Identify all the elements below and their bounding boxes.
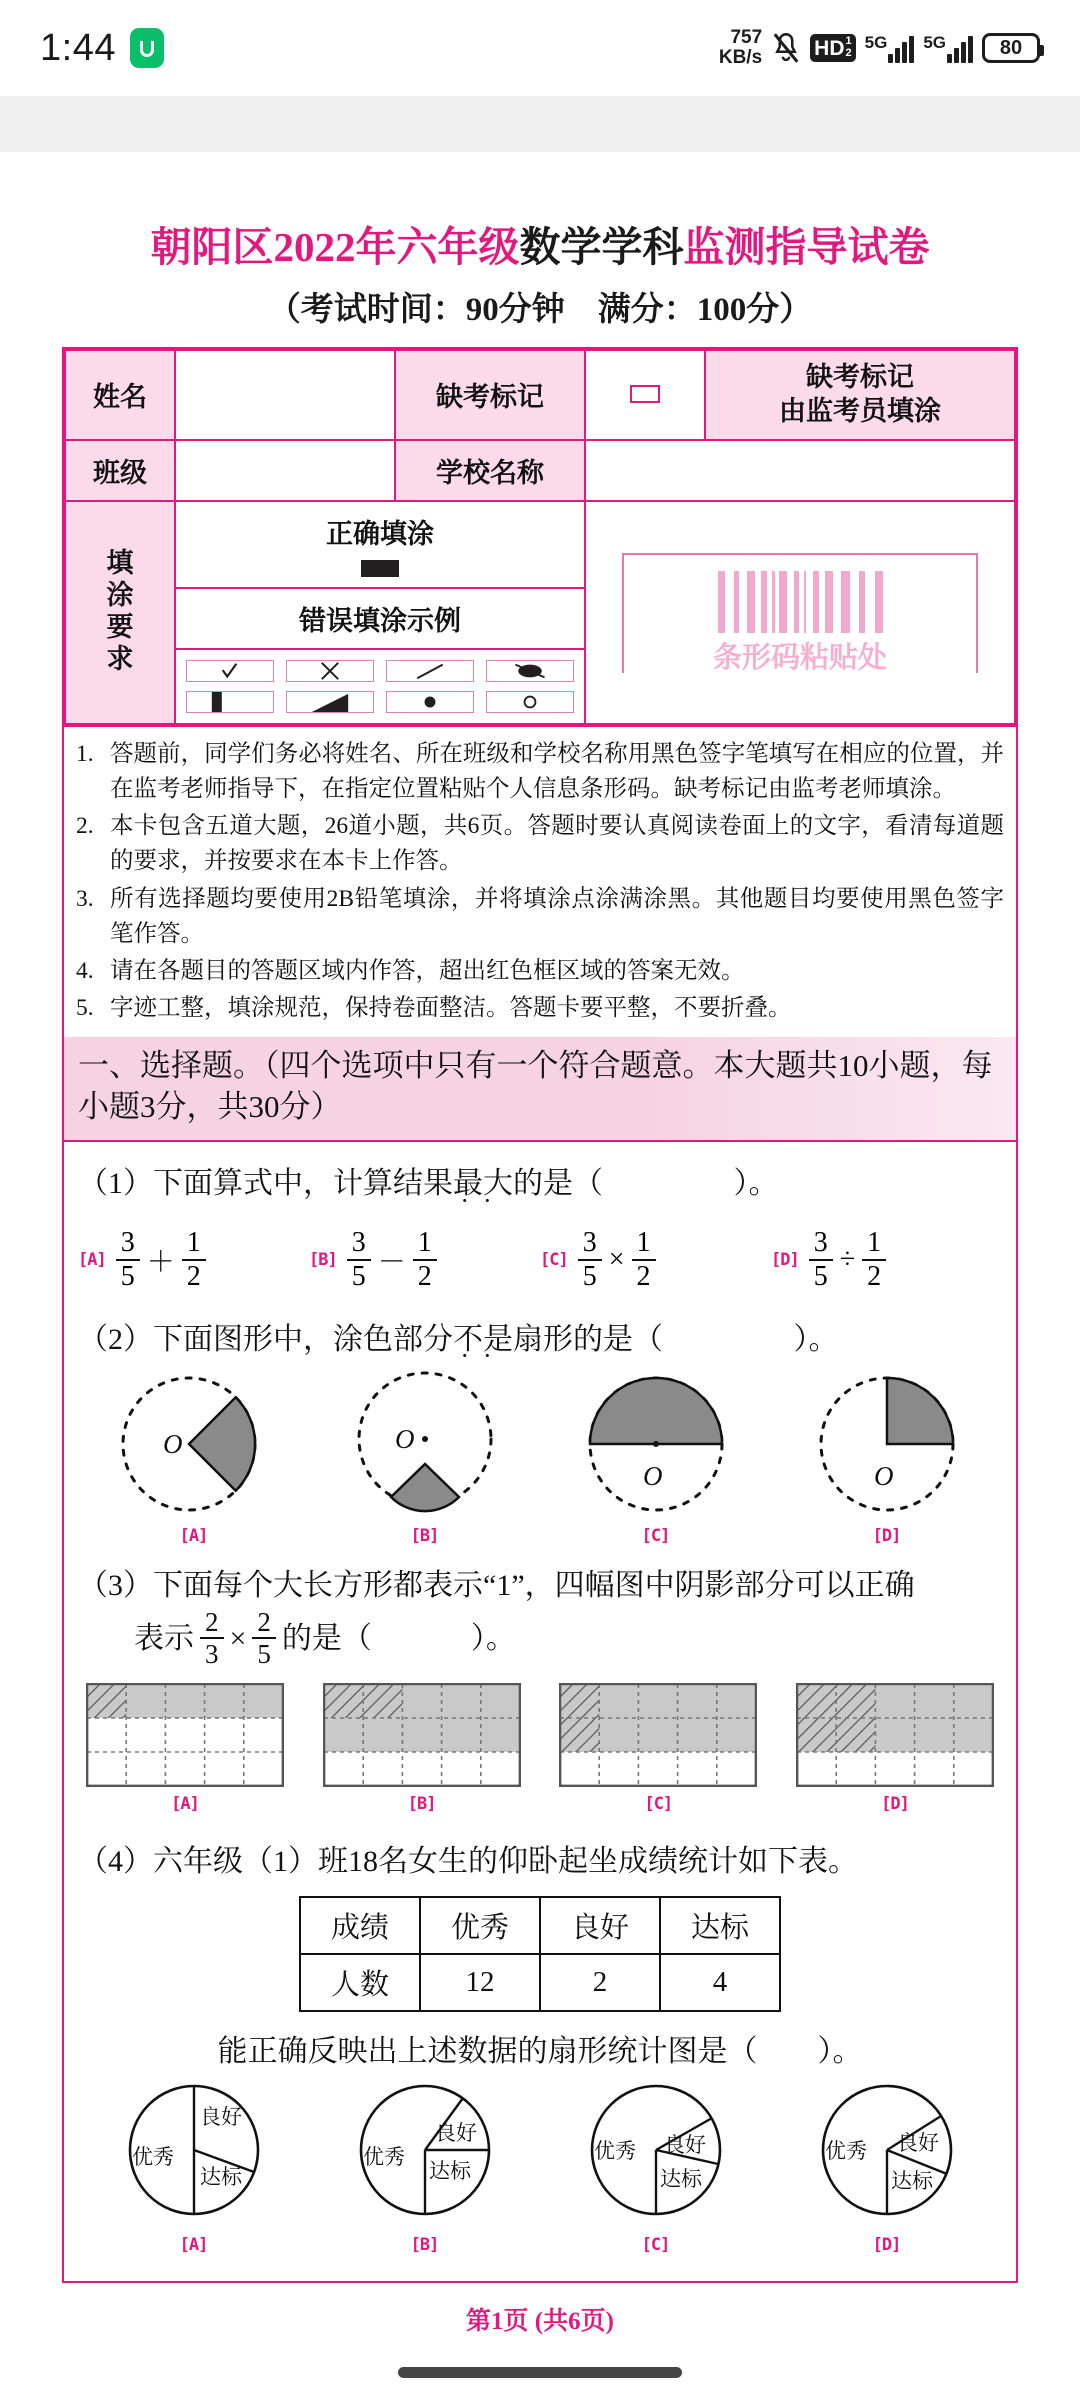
miui-mi-icon: [130, 28, 164, 68]
name-label: 姓名: [65, 350, 175, 440]
stat-header-cell: 优秀: [420, 1897, 540, 1954]
network-speed-unit: KB/s: [718, 47, 763, 68]
option-c-tag: [C]: [641, 2234, 670, 2255]
absent-note-line1: 缺考标记: [806, 362, 914, 392]
option-d[interactable]: [771, 1228, 1002, 1292]
numerator: 3: [809, 1228, 833, 1261]
numerator: 3: [116, 1228, 140, 1261]
sit-up-stats-table: [299, 1896, 781, 2012]
numerator: 1: [413, 1228, 437, 1261]
question-3-stem-end: ）。: [470, 1621, 516, 1655]
option-b[interactable]: [309, 1228, 540, 1292]
question-2-stem: [78, 1318, 1002, 1362]
barcode-wrap: [592, 541, 1008, 684]
option-b-tag: [B]: [309, 1249, 337, 1270]
question-1-number: （1）: [78, 1167, 153, 1201]
question-2-number: （2）: [78, 1322, 153, 1356]
pie-label: 优秀: [362, 2144, 405, 2169]
sim2-bars: [947, 33, 973, 63]
option-c-tag: [C]: [644, 1794, 673, 1815]
school-label: 学校名称: [395, 440, 585, 501]
school-field[interactable]: [585, 440, 1015, 501]
pie-label: 达标: [428, 2158, 471, 2183]
instructions-list: [64, 725, 1016, 1037]
question-4-sub-stem: 能正确反映出上述数据的扇形统计图是（ ）。: [217, 2034, 863, 2068]
question-2-options: [78, 1369, 1002, 1546]
absent-mark-label: 缺考标记: [395, 350, 585, 440]
fill-req-char: 求: [106, 643, 134, 674]
operator: ＋: [146, 1246, 175, 1278]
filled-rectangle-icon: [361, 560, 399, 577]
wrong-example-grid: [178, 654, 582, 719]
denominator: 5: [351, 1260, 366, 1292]
option-c-tag: [C]: [641, 1526, 670, 1547]
option-a[interactable]: [86, 1683, 284, 1814]
pie-label: 良好: [434, 2120, 477, 2145]
battery-level-label: 80: [999, 36, 1023, 59]
operator: －: [377, 1246, 406, 1278]
option-c-expression: [578, 1228, 656, 1292]
question-4-stem-text: 六年级（1）班18名女生的仰卧起坐成绩统计如下表。: [153, 1845, 858, 1879]
bell-muted-icon: [771, 31, 801, 65]
denominator: 5: [120, 1260, 135, 1292]
diagonal-slash-icon: [386, 660, 474, 682]
option-a[interactable]: [114, 2078, 274, 2255]
pie-chart-d-diagram: [807, 2078, 967, 2228]
network-speed-indicator: [719, 28, 762, 68]
network-speed-value: 757: [730, 27, 763, 48]
stat-value-cell: 12: [420, 1954, 540, 2011]
status-bar-right: [719, 28, 1040, 68]
question-1-stem-before: 下面算式中，计算结果: [153, 1167, 453, 1201]
pie-label: 良好: [199, 2104, 242, 2129]
instruction-text: 所有选择题均要使用2B铅笔填涂，并将填涂点涂满涂黑。其他题目均要使用黑色签字笔作答。: [110, 885, 1004, 947]
denominator: 2: [186, 1260, 201, 1292]
scribble-icon: [486, 660, 574, 682]
pie-label: 达标: [890, 2168, 933, 2193]
absent-mark-checkbox-cell[interactable]: [585, 350, 705, 440]
quarter-top-right-diagram: [802, 1369, 972, 1519]
option-c[interactable]: [559, 1683, 757, 1814]
hd-sim-bottom: 2: [845, 47, 852, 59]
question-3-stem-line2-after: 的是（: [281, 1621, 372, 1655]
table-row: [65, 350, 1015, 440]
option-d-tag: [D]: [872, 1526, 901, 1547]
page-title-part2: 数学学科: [519, 224, 684, 270]
option-c[interactable]: [576, 2078, 736, 2255]
table-row: [65, 440, 1015, 501]
fill-req-char: 要: [106, 612, 134, 642]
fraction-grid-c-diagram: [559, 1683, 757, 1787]
table-row: [300, 1954, 780, 2011]
correct-fill-label: 正确填涂: [326, 518, 434, 549]
option-b[interactable]: [323, 1683, 521, 1814]
pie-label: 优秀: [824, 2138, 867, 2163]
list-item: [76, 882, 1004, 953]
pie-label: 良好: [663, 2132, 706, 2157]
pie-label: 达标: [199, 2164, 242, 2189]
numerator: 1: [182, 1228, 206, 1261]
signal-sim2-icon: [923, 33, 973, 63]
option-a-tag: [A]: [171, 1794, 199, 1815]
denominator: 2: [867, 1260, 882, 1292]
fraction-grid-d-diagram: [796, 1683, 994, 1787]
operator: ×: [229, 1621, 247, 1655]
sector-detached-bottom-diagram: [340, 1369, 510, 1519]
stat-header-cell: 良好: [540, 1897, 660, 1954]
instructions-ordered-list: [76, 737, 1004, 1027]
page-subtitle: （考试时间：90分钟 满分：100分）: [267, 292, 813, 328]
android-gesture-bar[interactable]: [398, 2367, 682, 2378]
toolbar-spacer: [0, 96, 1080, 152]
option-c-tag: [C]: [540, 1249, 568, 1270]
cross-mark-icon: [286, 660, 374, 682]
instruction-text: 本卡包含五道大题，26道小题，共6页。答题时要认真阅读卷面上的文字，看清每道题的要求，并按要求在本卡上作答。: [110, 813, 1004, 875]
option-a-tag: [A]: [78, 1249, 106, 1270]
name-field[interactable]: [175, 350, 395, 440]
center-label: O: [642, 1461, 662, 1492]
paper-title-block: [0, 152, 1080, 330]
option-b-tag: [B]: [410, 1526, 439, 1547]
question-1-options: [78, 1228, 1002, 1292]
question-4-stem: [78, 1840, 1002, 1884]
instruction-text: 请在各题目的答题区域内作答，超出红色框区域的答案无效。: [110, 958, 745, 984]
numerator: 2: [200, 1608, 224, 1640]
option-d[interactable]: [807, 2078, 967, 2255]
semicircle-top-diagram: [571, 1369, 741, 1519]
fill-requirement-label: [65, 501, 175, 724]
wrong-fill-examples: [175, 649, 585, 724]
status-bar-left: [40, 27, 164, 70]
fraction-grid-a-diagram: [86, 1683, 284, 1787]
status-bar: [0, 0, 1080, 96]
fill-req-char: 填: [106, 548, 134, 579]
class-label: 班级: [65, 440, 175, 501]
stat-value-cell: 4: [660, 1954, 780, 2011]
hd-label: HD: [814, 36, 845, 60]
question-2-stem-before: 下面图形中，涂色部分: [153, 1322, 453, 1356]
pie-chart-a-diagram: [114, 2078, 274, 2228]
question-2-stem-after: 扇形的是（: [513, 1322, 663, 1356]
option-a-tag: [A]: [179, 1526, 208, 1547]
operator: ÷: [839, 1243, 856, 1275]
denominator: 2: [636, 1260, 651, 1292]
instruction-number: 4.: [76, 958, 94, 984]
operator: ×: [608, 1243, 625, 1275]
numerator: 1: [862, 1228, 886, 1261]
sim2-network-label: 5G: [923, 33, 946, 52]
option-d-expression: [809, 1228, 886, 1292]
denominator: 5: [813, 1260, 828, 1292]
option-d-tag: [D]: [872, 2234, 901, 2255]
hd-voice-icon: [810, 34, 855, 61]
option-a[interactable]: [109, 1369, 279, 1546]
option-d-tag: [D]: [771, 1249, 799, 1270]
question-3-stem-line2-before: 表示: [134, 1621, 194, 1655]
denominator: 5: [582, 1260, 597, 1292]
table-row: [65, 501, 1015, 588]
exam-paper-sheet: [0, 152, 1080, 2337]
stat-value-cell: 2: [540, 1954, 660, 2011]
question-4-number: （4）: [78, 1845, 153, 1879]
question-3-number: （3）: [78, 1569, 153, 1603]
question-4-options: [78, 2078, 1002, 2255]
sim1-network-label: 5G: [864, 33, 888, 52]
question-3-stem-line2: [134, 1608, 1002, 1670]
numerator: 1: [632, 1228, 656, 1261]
sim1-bars: [888, 33, 914, 63]
checkbox-empty-icon[interactable]: [630, 385, 660, 403]
option-b-tag: [B]: [407, 1794, 436, 1815]
stat-header-label: 成绩: [300, 1897, 420, 1954]
fraction-grid-b-diagram: [323, 1683, 521, 1787]
pie-chart-b-diagram: [345, 2078, 505, 2228]
check-mark-icon: [186, 660, 274, 682]
barcode-bracket-frame: [622, 553, 978, 673]
instruction-text: 字迹工整，填涂规范，保持卷面整洁。答题卡要平整，不要折叠。: [110, 995, 792, 1022]
option-c[interactable]: [540, 1228, 771, 1292]
absent-note-line2: 由监考员填涂: [779, 395, 941, 426]
instruction-number: 5.: [76, 995, 94, 1022]
instruction-number: 2.: [76, 813, 94, 839]
option-d-tag: [D]: [881, 1794, 909, 1815]
absent-mark-note: [705, 350, 1015, 440]
barcode-paste-label: 条形码粘贴处: [712, 641, 887, 674]
denominator: 5: [257, 1639, 271, 1670]
pie-chart-c-diagram: [576, 2078, 736, 2228]
option-d[interactable]: [796, 1683, 994, 1814]
list-item: [76, 737, 1004, 808]
clock-label: 1:44: [40, 26, 116, 69]
question-1-stem-end: ）。: [733, 1167, 779, 1201]
center-label: O: [162, 1429, 182, 1460]
instruction-number: 3.: [76, 885, 94, 912]
correct-fill-example: [175, 501, 585, 588]
list-item: [76, 809, 1004, 880]
center-label: O: [394, 1424, 414, 1455]
question-3-stem-line1: 下面每个大长方形都表示“1”，四幅图中阴影部分可以正确: [153, 1569, 915, 1603]
question-3-stem: [78, 1564, 1002, 1608]
barcode-paste-area: [585, 501, 1015, 724]
questions-container: [62, 1142, 1018, 2283]
question-2-stem-end: ）。: [793, 1322, 839, 1356]
circle-outline-icon: [486, 691, 574, 713]
student-info-table: [64, 349, 1016, 725]
pie-label: 良好: [896, 2130, 939, 2155]
list-item: [76, 954, 1004, 989]
section-heading: 一、选择题。（四个选项中只有一个符合题意。本大题共10小题，每小题3分，共30分）: [62, 1037, 1018, 1143]
hd-sim-top: 1: [845, 35, 852, 48]
option-b-expression: [347, 1228, 437, 1292]
battery-icon: [982, 33, 1040, 63]
question-1-stem-after: 的是（: [513, 1167, 603, 1201]
center-label: O: [873, 1461, 893, 1492]
option-c[interactable]: [571, 1369, 741, 1546]
page-title: [0, 214, 1080, 273]
pie-label: 优秀: [131, 2144, 174, 2169]
pie-label: 达标: [659, 2166, 702, 2191]
numerator: 3: [578, 1228, 602, 1261]
instruction-text: 答题前，同学们务必将姓名、所在班级和学校名称用黑色签字笔填写在相应的位置，并在监考老师指导下，在指定位置粘贴个人信息条形码。缺考标记由监考老师填涂。: [110, 740, 1004, 802]
question-3-options: [78, 1683, 1002, 1814]
denominator: 2: [417, 1260, 432, 1292]
option-a-tag: [A]: [179, 2234, 208, 2255]
option-b-tag: [B]: [410, 2234, 439, 2255]
dot-filled-icon: [386, 691, 474, 713]
question-1-stem: [78, 1162, 1002, 1206]
question-1-emphasis: 最大 ··: [453, 1167, 513, 1200]
question-2-emphasis: 不是 ··: [453, 1323, 513, 1356]
option-a-expression: [116, 1228, 206, 1292]
signal-sim1-icon: [865, 33, 915, 63]
table-row: [300, 1897, 780, 1954]
stat-row-label: 人数: [300, 1954, 420, 2011]
stat-header-cell: 达标: [660, 1897, 780, 1954]
fill-req-char: 涂: [106, 580, 134, 611]
option-d[interactable]: [802, 1369, 972, 1546]
page-number-footer: 第1页 (共6页): [466, 2307, 614, 2335]
wrong-fill-label: 错误填涂示例: [175, 588, 585, 649]
half-filled-icon: [186, 691, 274, 713]
option-b[interactable]: [340, 1369, 510, 1546]
page-title-part1: 朝阳区2022年六年级: [150, 224, 520, 270]
option-b[interactable]: [345, 2078, 505, 2255]
instruction-number: 1.: [76, 740, 94, 767]
numerator: 3: [347, 1228, 371, 1261]
option-a[interactable]: [78, 1228, 309, 1292]
sector-attached-right-diagram: [109, 1369, 279, 1519]
wedge-filled-icon: [286, 691, 374, 713]
denominator: 3: [205, 1639, 219, 1670]
list-item: [76, 991, 1004, 1026]
pie-label: 优秀: [593, 2138, 636, 2163]
numerator: 2: [252, 1608, 276, 1640]
answer-card-header: [62, 347, 1018, 1037]
page-title-part3: 监测指导试卷: [683, 224, 930, 270]
class-field[interactable]: [175, 440, 395, 501]
